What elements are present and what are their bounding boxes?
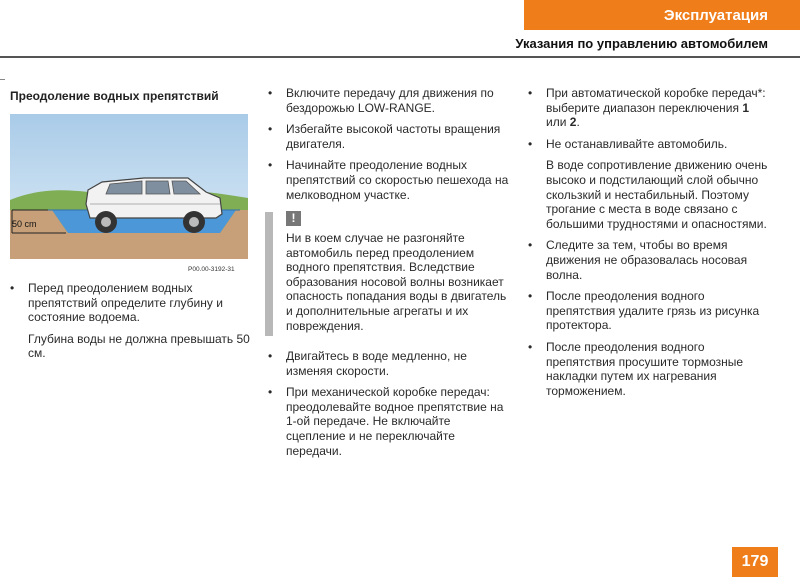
list-item: • Следите за тем, чтобы во время движения не образовалась носовая волна. xyxy=(528,238,748,282)
middle-list-top xyxy=(268,86,512,202)
bullet-icon: • xyxy=(268,385,273,400)
bullet-icon: • xyxy=(268,122,273,137)
list-item: • Избегайте высокой частоты вращения двигателя. xyxy=(268,122,501,151)
bullet-icon: • xyxy=(528,136,533,151)
depth-label: 50 cm xyxy=(12,219,37,229)
list-item-detail: В воде сопротивление движению очень высоко и подстилающий слой обычно скользкий и нестабильный. Поэтому трогание с места в воде связано с большими трудностями и опасностями. xyxy=(546,158,768,231)
bullet-icon: • xyxy=(268,158,273,173)
warning-icon: ! xyxy=(286,211,301,226)
bullet-icon: • xyxy=(10,281,15,295)
list-item: • При автоматической коробке передач*: выберите диапазон переключения 1 или 2. xyxy=(528,86,766,130)
section-heading: Преодоление водных препятствий xyxy=(10,89,219,103)
right-list xyxy=(528,86,772,398)
bullet-icon: • xyxy=(528,339,533,354)
bullet-icon: • xyxy=(528,238,533,253)
list-item: • После преодоления водного препятствия удалите грязь из рисунка протектора. xyxy=(528,289,760,333)
middle-list-bottom xyxy=(268,349,512,458)
depth-note: Глубина воды не должна превышать 50 см. xyxy=(28,331,250,361)
figure-code: P00.00-3192-31 xyxy=(188,266,235,273)
warning-text: Ни в коем случае не разгоняйте автомобиль перед преодолением водного препятствия. Вследствие образования носовой волны возникает опасность попадания воды в двигатель и дополнительные агрегаты и их повреждения. xyxy=(286,231,507,333)
bullet-icon: • xyxy=(268,349,273,363)
page-number: 179 xyxy=(732,547,778,577)
bullet-icon: • xyxy=(268,86,273,100)
bullet-icon: • xyxy=(528,86,533,100)
page-header-title: Указания по управлению автомобилем xyxy=(515,36,768,51)
list-item: • Начинайте преодоление водных препятствий со скоростью пешехода на мелководном участке. xyxy=(268,158,509,202)
list-item: • Двигайтесь в воде медленно, не изменяя скорости. xyxy=(268,349,467,378)
section-tab: Эксплуатация xyxy=(524,0,800,30)
list-item: • Перед преодолением водных препятствий определите глубину и состояние водоема. xyxy=(10,281,223,325)
list-item: • Не останавливайте автомобиль. xyxy=(528,136,728,151)
list-item: • После преодоления водного препятствия просушите тормозные накладки путем их нагревания торможением. xyxy=(528,339,744,398)
header-divider xyxy=(0,56,800,58)
list-item: • Включите передачу для движения по бездорожью LOW-RANGE. xyxy=(268,86,494,115)
bullet-icon: • xyxy=(528,289,533,304)
water-crossing-illustration xyxy=(10,114,248,278)
left-text xyxy=(10,281,250,361)
warning-bar xyxy=(265,212,273,336)
list-item: • При механической коробке передач: преодолевайте водное препятствие на 1-ой передаче. Не включайте сцепление и не переключайте передачи. xyxy=(268,385,504,458)
margin-mark xyxy=(0,79,5,80)
